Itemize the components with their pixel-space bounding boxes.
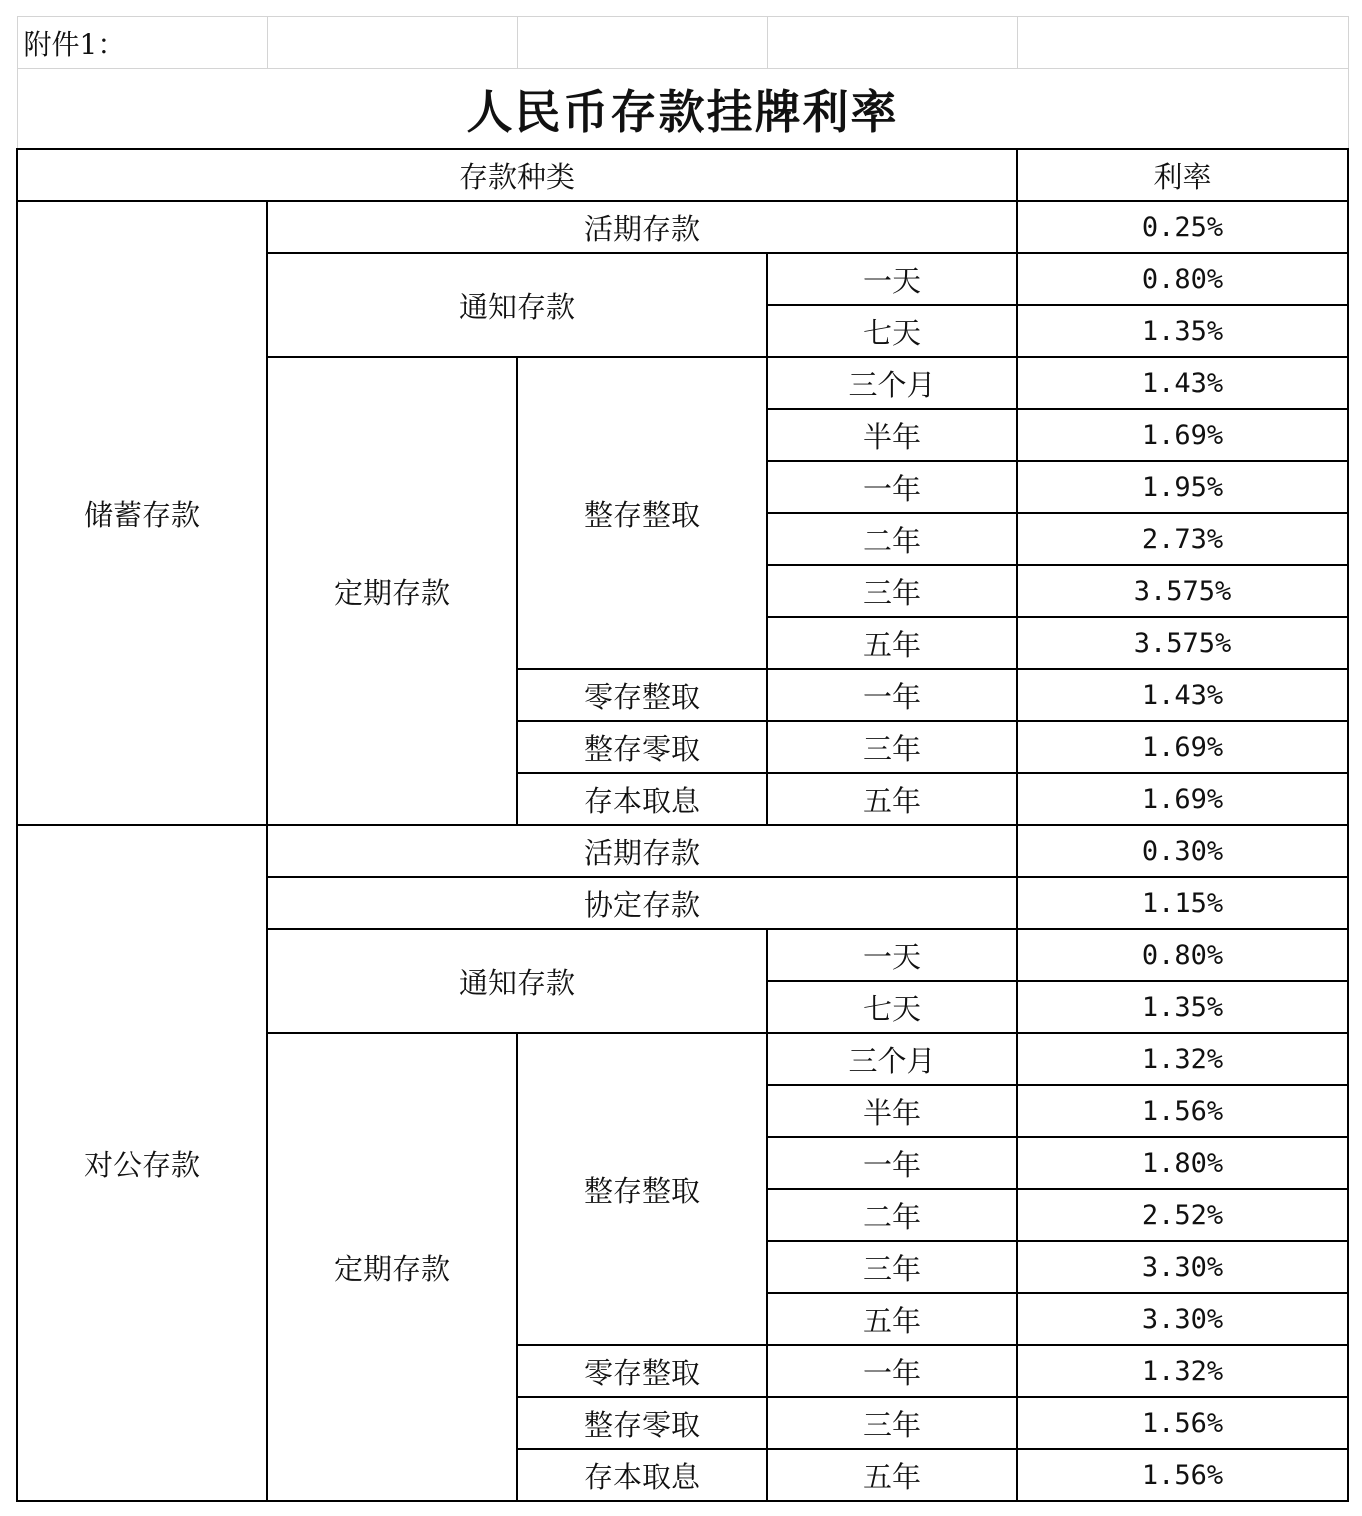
corporate-fixed-label[interactable]: 定期存款 [267,1033,517,1501]
empty-cell[interactable] [517,17,767,69]
rate-cell[interactable]: 0.30% [1017,825,1348,877]
corporate-agreement-label[interactable]: 协定存款 [267,877,1017,929]
term-cell[interactable]: 半年 [767,1085,1017,1137]
term-cell[interactable]: 一天 [767,929,1017,981]
rate-cell[interactable]: 1.43% [1017,669,1348,721]
term-cell[interactable]: 三个月 [767,1033,1017,1085]
rate-cell[interactable]: 1.95% [1017,461,1348,513]
empty-cell[interactable] [767,17,1017,69]
term-cell[interactable]: 二年 [767,513,1017,565]
rate-cell[interactable]: 1.32% [1017,1033,1348,1085]
header-rate[interactable]: 利率 [1017,149,1348,201]
rate-cell[interactable]: 1.56% [1017,1449,1348,1501]
term-cell[interactable]: 三年 [767,721,1017,773]
term-cell[interactable]: 五年 [767,617,1017,669]
term-cell[interactable]: 一年 [767,1137,1017,1189]
savings-lump-label[interactable]: 整存整取 [517,357,767,669]
term-cell[interactable]: 一年 [767,669,1017,721]
term-cell[interactable]: 一年 [767,461,1017,513]
rate-cell[interactable]: 2.73% [1017,513,1348,565]
rate-cell[interactable]: 3.30% [1017,1293,1348,1345]
term-cell[interactable]: 三年 [767,1397,1017,1449]
rate-cell[interactable]: 1.43% [1017,357,1348,409]
empty-cell[interactable] [1017,17,1348,69]
fixed-subtype-label[interactable]: 零存整取 [517,1345,767,1397]
fixed-subtype-label[interactable]: 整存零取 [517,1397,767,1449]
rate-cell[interactable]: 1.15% [1017,877,1348,929]
empty-cell[interactable] [267,17,517,69]
corporate-demand-label[interactable]: 活期存款 [267,825,1017,877]
term-cell[interactable]: 三年 [767,565,1017,617]
rate-cell[interactable]: 3.575% [1017,617,1348,669]
rate-cell[interactable]: 1.69% [1017,409,1348,461]
rate-cell[interactable]: 3.30% [1017,1241,1348,1293]
savings-notice-label[interactable]: 通知存款 [267,253,767,357]
savings-fixed-label[interactable]: 定期存款 [267,357,517,825]
fixed-subtype-label[interactable]: 整存零取 [517,721,767,773]
term-cell[interactable]: 二年 [767,1189,1017,1241]
term-cell[interactable]: 三年 [767,1241,1017,1293]
term-cell[interactable]: 五年 [767,1293,1017,1345]
fixed-subtype-label[interactable]: 存本取息 [517,773,767,825]
category-savings[interactable]: 储蓄存款 [17,201,267,825]
rate-cell[interactable]: 3.575% [1017,565,1348,617]
rate-cell[interactable]: 1.69% [1017,773,1348,825]
term-cell[interactable]: 一天 [767,253,1017,305]
savings-demand-label[interactable]: 活期存款 [267,201,1017,253]
table-row [17,201,1348,253]
rate-cell[interactable]: 1.32% [1017,1345,1348,1397]
rate-cell[interactable]: 2.52% [1017,1189,1348,1241]
spreadsheet [16,16,1347,1502]
corporate-notice-label[interactable]: 通知存款 [267,929,767,1033]
header-deposit-type[interactable]: 存款种类 [17,149,1017,201]
deposit-rate-table [16,16,1349,1502]
term-cell[interactable]: 七天 [767,305,1017,357]
corporate-lump-label[interactable]: 整存整取 [517,1033,767,1345]
term-cell[interactable]: 五年 [767,773,1017,825]
rate-cell[interactable]: 0.80% [1017,929,1348,981]
rate-cell[interactable]: 1.35% [1017,305,1348,357]
rate-cell[interactable]: 0.80% [1017,253,1348,305]
attachment-row [17,17,1348,69]
title-row [17,69,1348,150]
fixed-subtype-label[interactable]: 存本取息 [517,1449,767,1501]
rate-cell[interactable]: 1.56% [1017,1085,1348,1137]
category-corporate[interactable]: 对公存款 [17,825,267,1501]
term-cell[interactable]: 半年 [767,409,1017,461]
term-cell[interactable]: 三个月 [767,357,1017,409]
header-row [17,149,1348,201]
term-cell[interactable]: 一年 [767,1345,1017,1397]
rate-cell[interactable]: 1.35% [1017,981,1348,1033]
rate-cell[interactable]: 0.25% [1017,201,1348,253]
table-title[interactable]: 人民币存款挂牌利率 [17,69,1348,150]
rate-cell[interactable]: 1.69% [1017,721,1348,773]
rate-cell[interactable]: 1.80% [1017,1137,1348,1189]
fixed-subtype-label[interactable]: 零存整取 [517,669,767,721]
table-row [17,825,1348,877]
attachment-label[interactable]: 附件1： [17,17,267,69]
term-cell[interactable]: 七天 [767,981,1017,1033]
rate-cell[interactable]: 1.56% [1017,1397,1348,1449]
term-cell[interactable]: 五年 [767,1449,1017,1501]
